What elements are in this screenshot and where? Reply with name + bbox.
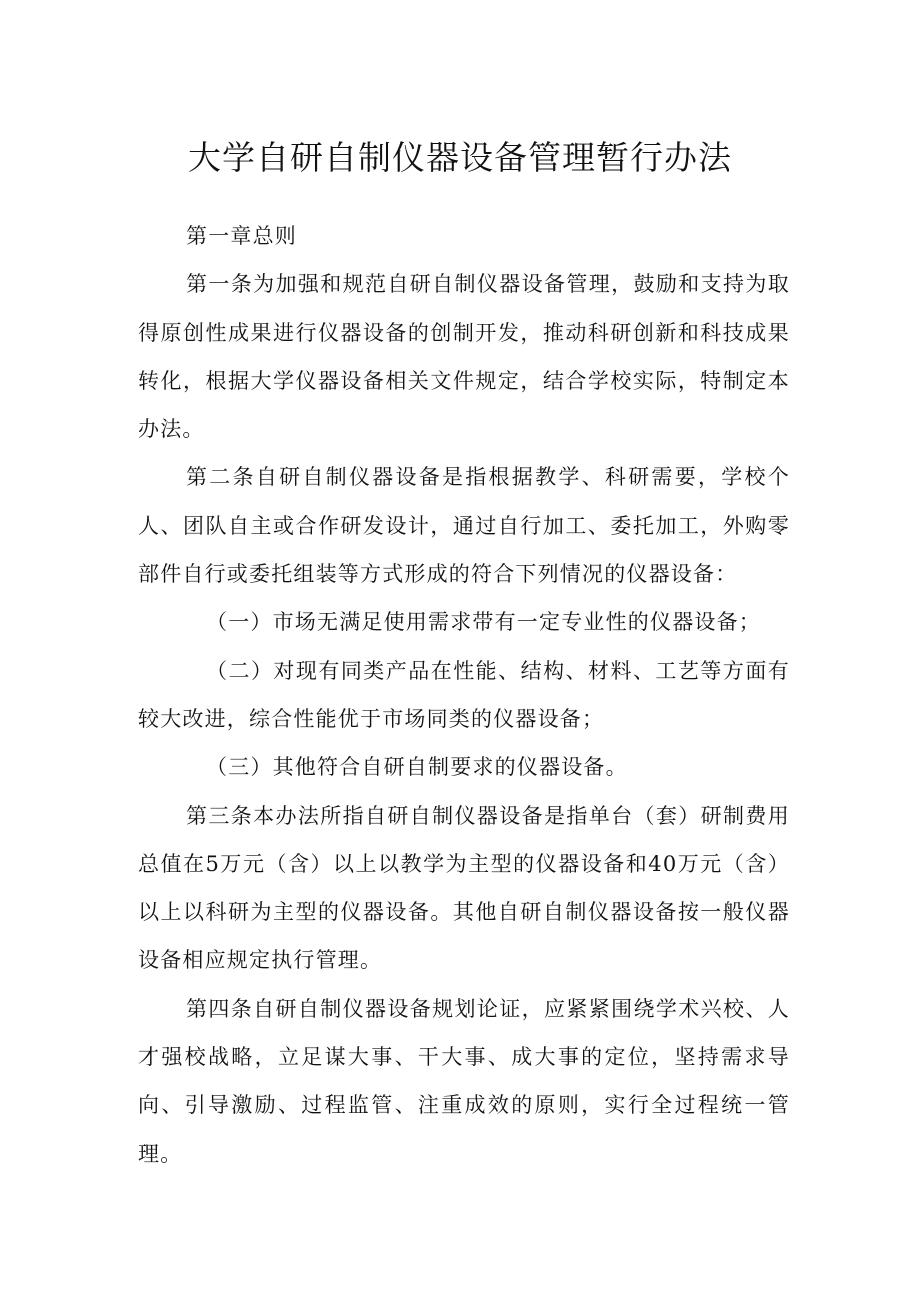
- article-2-item-2: （二）对现有同类产品在性能、结构、材料、工艺等方面有较大改进，综合性能优于市场同类的仪器设备；: [138, 658, 790, 731]
- article-3: 第三条本办法所指自研自制仪器设备是指单台（套）研制费用总值在5万元（含）以上以教学为主型的仪器设备和40万元（含）以上以科研为主型的仪器设备。其他自研自制仪器设备按一般仪器设备相应规定执行管理。: [138, 803, 790, 973]
- article-2-item-3: （三）其他符合自研自制要求的仪器设备。: [206, 755, 628, 780]
- document-title: 大学自研自制仪器设备管理暂行办法: [188, 138, 732, 177]
- chapter-heading: 第一章总则: [186, 224, 297, 248]
- article-2: 第二条自研自制仪器设备是指根据教学、科研需要，学校个人、团队自主或合作研发设计，通过自行加工、委托加工，外购零部件自行或委托组装等方式形成的符合下列情况的仪器设备：: [138, 465, 790, 587]
- article-1: 第一条为加强和规范自研自制仪器设备管理，鼓励和支持为取得原创性成果进行仪器设备的创制开发，推动科研创新和科技成果转化，根据大学仪器设备相关文件规定，结合学校实际，特制定本办法。: [138, 272, 790, 442]
- article-4: 第四条自研自制仪器设备规划论证，应紧紧围绕学术兴校、人才强校战略，立足谋大事、干大事、成大事的定位，坚持需求导向、引导激励、过程监管、注重成效的原则，实行全过程统一管理。: [138, 996, 790, 1166]
- document-body: [138, 212, 790, 1178]
- article-2-item-1: （一）市场无满足使用需求带有一定专业性的仪器设备；: [206, 610, 761, 635]
